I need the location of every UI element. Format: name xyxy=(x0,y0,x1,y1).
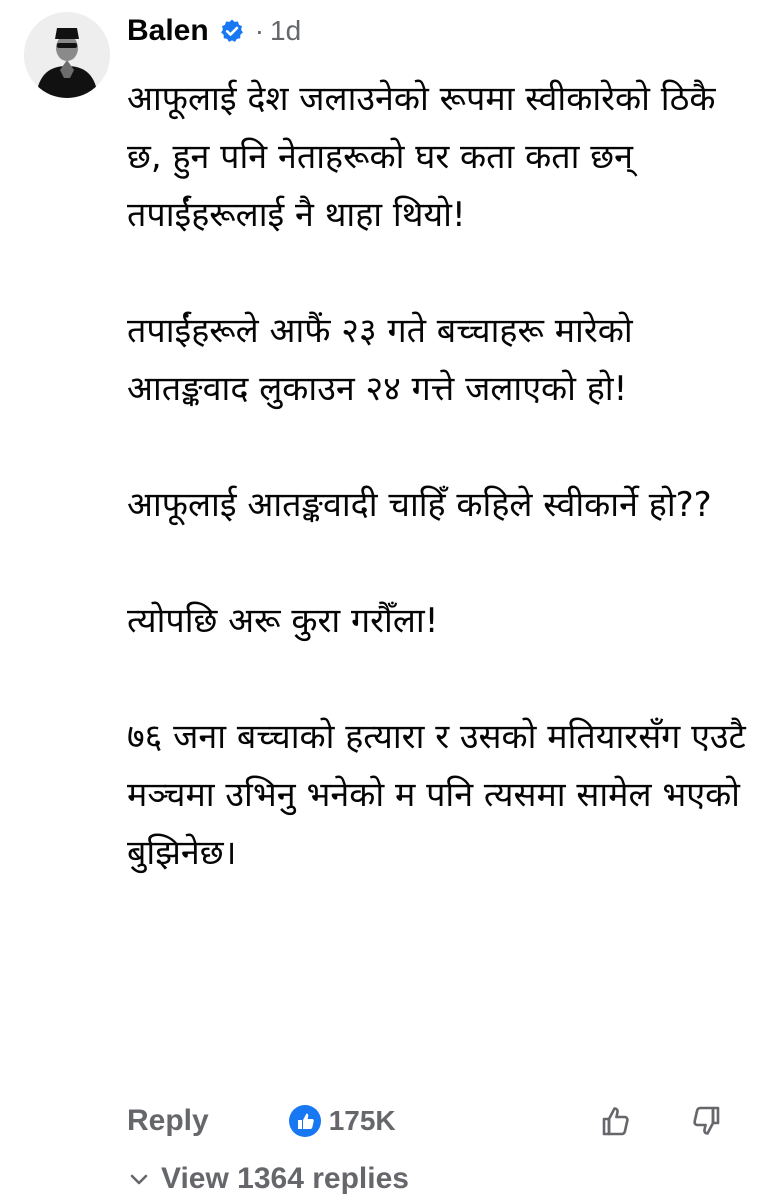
like-reaction-icon xyxy=(289,1105,321,1137)
author-name[interactable]: Balen xyxy=(127,14,209,47)
verified-badge-icon xyxy=(219,18,245,44)
avatar[interactable] xyxy=(24,12,110,98)
thumbs-up-icon[interactable] xyxy=(597,1102,635,1140)
avatar-image xyxy=(24,12,110,98)
reaction-summary[interactable] xyxy=(289,1105,396,1137)
comment-body xyxy=(127,70,747,882)
reaction-count: 175K xyxy=(328,1105,396,1136)
comment-paragraph: ७६ जना बच्चाको हत्यारा र उसको मतियारसँग एउटै मञ्चमा उभिनु भनेको म पनि त्यसमा सामेल भएको बुझिनेछ। xyxy=(127,717,746,873)
comment-header xyxy=(127,14,301,48)
comment-paragraph: आफूलाई आतङ्कवादी चाहिँ कहिले स्वीकार्ने हो?? xyxy=(127,485,712,525)
chevron-down-icon xyxy=(127,1167,151,1191)
comment-paragraph: त्योपछि अरू कुरा गरौँला! xyxy=(127,601,439,641)
comment-paragraph: आफूलाई देश जलाउनेको रूपमा स्वीकारेको ठिकै छ, हुन पनि नेताहरूको घर कता कता छन् तपाईंहरूलाई नै थाहा थियो! xyxy=(127,79,716,235)
comment-time[interactable]: 1d xyxy=(270,15,302,46)
reply-button[interactable]: Reply xyxy=(127,1104,209,1137)
comment-actions xyxy=(127,1096,737,1146)
thumbs-down-icon[interactable] xyxy=(687,1102,725,1140)
separator-dot: · xyxy=(254,15,265,46)
view-replies-button[interactable] xyxy=(127,1162,409,1196)
comment-paragraph: तपाईंहरूले आफैं २३ गते बच्चाहरू मारेको आतङ्कवाद लुकाउन २४ गत्ते जलाएको हो! xyxy=(127,311,633,409)
view-replies-label: View 1364 replies xyxy=(161,1162,409,1195)
